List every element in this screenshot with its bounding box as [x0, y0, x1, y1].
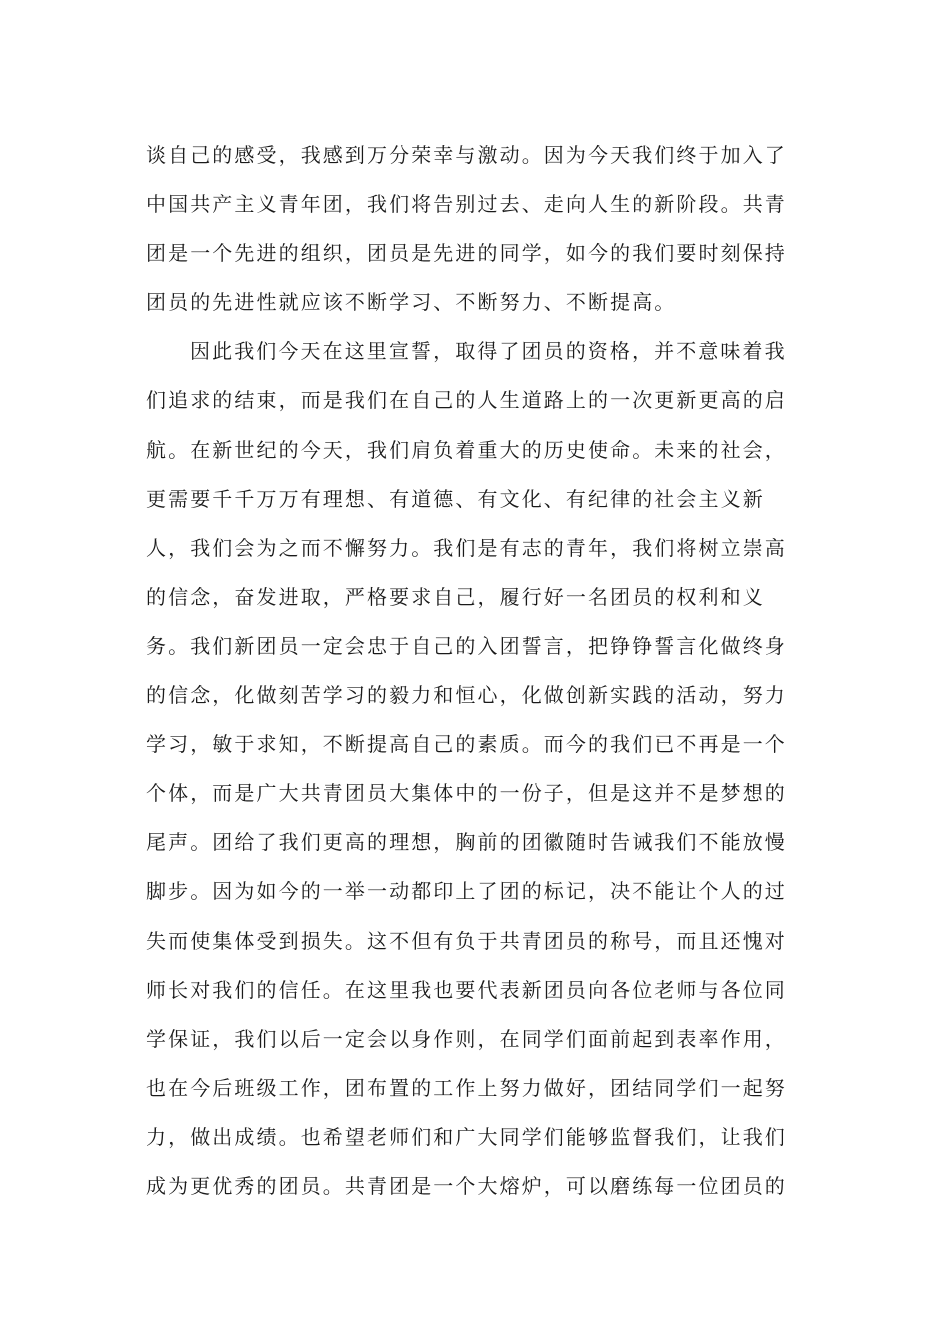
text-line: 的信念，奋发进取，严格要求自己，履行好一名团员的权利和义	[146, 584, 765, 609]
text-line: 务。我们新团员一定会忠于自己的入团誓言，把铮铮誓言化做终身	[146, 633, 787, 658]
text-line: 航。在新世纪的今天，我们肩负着重大的历史使命。未来的社会，	[146, 437, 787, 462]
text-line: 们追求的结束，而是我们在自己的人生道路上的一次更新更高的启	[146, 388, 787, 413]
text-line: 脚步。因为如今的一举一动都印上了团的标记，决不能让个人的过	[146, 879, 787, 904]
paragraph	[146, 327, 806, 1211]
paragraph	[146, 131, 806, 327]
text-line: 中国共产主义青年团，我们将告别过去、走向人生的新阶段。共青	[146, 192, 787, 217]
text-line: 力，做出成绩。也希望老师们和广大同学们能够监督我们，让我们	[146, 1124, 787, 1149]
text-line: 学习，敏于求知，不断提高自己的素质。而今的我们已不再是一个	[146, 732, 787, 757]
text-line: 失而使集体受到损失。这不但有负于共青团员的称号，而且还愧对	[146, 928, 787, 953]
text-line: 谈自己的感受，我感到万分荣幸与激动。因为今天我们终于加入了	[146, 143, 787, 167]
body-text	[146, 131, 806, 1211]
text-line: 也在今后班级工作，团布置的工作上努力做好，团结同学们一起努	[146, 1075, 787, 1100]
text-line: 学保证，我们以后一定会以身作则，在同学们面前起到表率作用，	[146, 1026, 787, 1051]
text-line: 因此我们今天在这里宣誓，取得了团员的资格，并不意味着我	[190, 339, 787, 364]
text-line: 尾声。团给了我们更高的理想，胸前的团徽随时告诫我们不能放慢	[146, 830, 787, 855]
text-line: 个体，而是广大共青团员大集体中的一份子，但是这并不是梦想的	[146, 781, 787, 806]
text-line: 人，我们会为之而不懈努力。我们是有志的青年，我们将树立崇高	[146, 535, 787, 560]
text-line: 团是一个先进的组织，团员是先进的同学，如今的我们要时刻保持	[146, 241, 787, 266]
text-line: 团员的先进性就应该不断学习、不断努力、不断提高。	[146, 290, 677, 315]
text-line: 成为更优秀的团员。共青团是一个大熔炉，可以磨练每一位团员的	[146, 1173, 787, 1198]
text-line: 师长对我们的信任。在这里我也要代表新团员向各位老师与各位同	[146, 977, 787, 1002]
text-line: 更需要千千万万有理想、有道德、有文化、有纪律的社会主义新	[146, 486, 765, 511]
text-line: 的信念，化做刻苦学习的毅力和恒心，化做创新实践的活动，努力	[146, 683, 787, 708]
